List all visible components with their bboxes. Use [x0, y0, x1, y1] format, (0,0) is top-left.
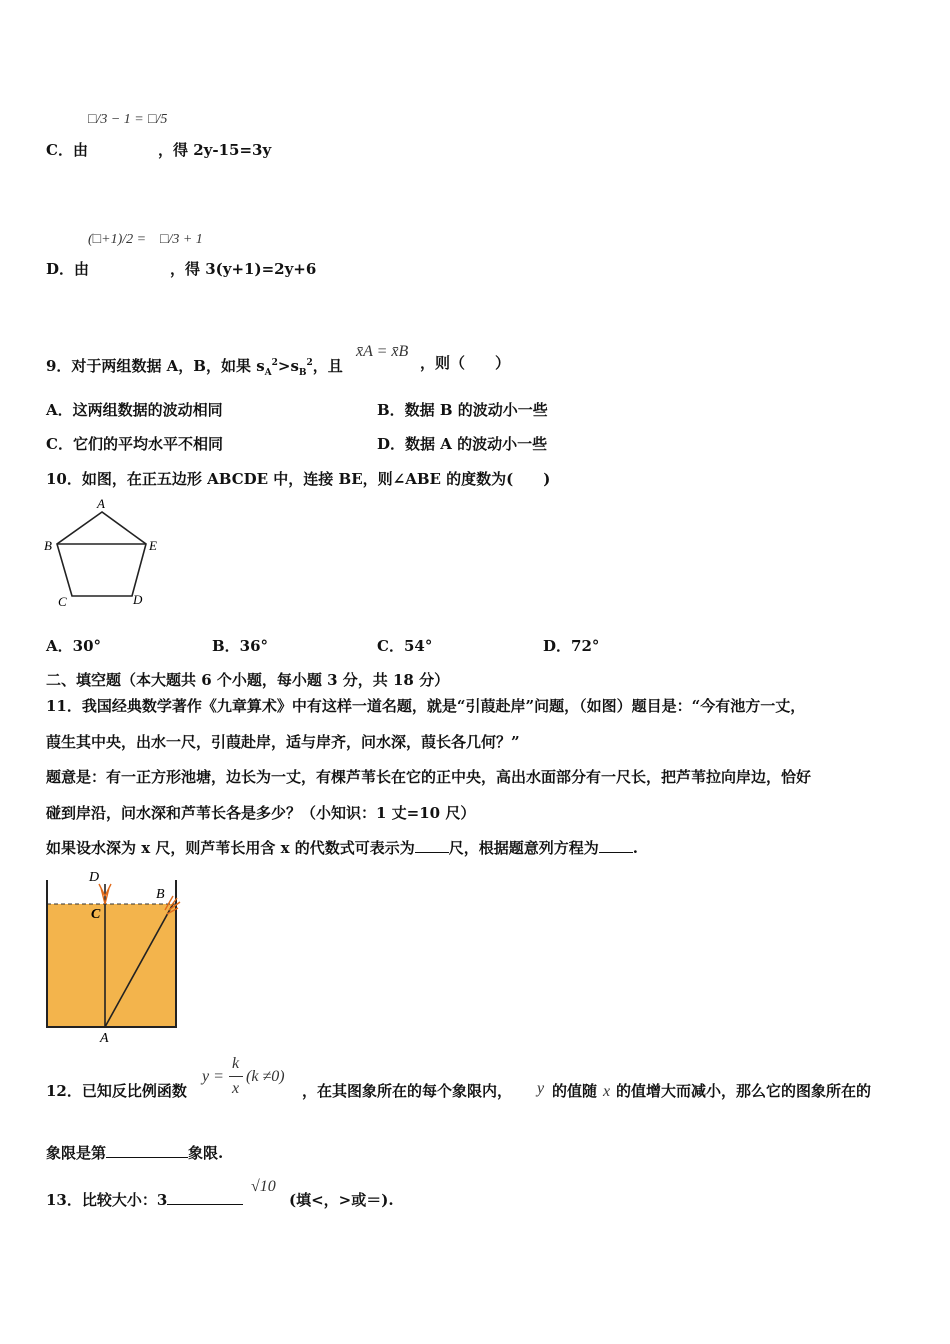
q11-line-2: 葭生其中央，出水一尺，引葭赴岸，适与岸齐，问水深，葭长各几何？” [46, 733, 520, 751]
q9-stem-text: 9．对于两组数据 A，B，如果 s [46, 357, 265, 375]
q12-line-2-b: 象限. [188, 1144, 224, 1162]
option-c-label: C．由 [46, 141, 88, 159]
q12-part-2: ，在其图象所在的每个象限内， [302, 1082, 513, 1100]
q10-choice-a[interactable]: A．30° [46, 637, 102, 655]
q9-gt: >s [277, 357, 299, 375]
q10-choice-c[interactable]: C．54° [377, 637, 433, 655]
option-d-equation-right: □/3 + 1 [160, 232, 203, 247]
q12-var-y: y [537, 1080, 545, 1097]
q13-part-2: (填<，>或＝). [289, 1191, 394, 1209]
option-d-equation-left: (□+1)/2 = [88, 232, 147, 247]
fig-label-b: B [156, 887, 165, 902]
pentagon-label-e: E [149, 538, 157, 553]
option-c-equation-right: □/5 [148, 112, 168, 127]
q11-line-5-b: 尺，根据题意列方程为 [448, 839, 599, 857]
section-2-title: 二、填空题（本大题共 6 个小题，每小题 3 分，共 18 分） [46, 671, 450, 689]
option-d-label: D．由 [46, 260, 90, 278]
q12-formula-x: x [232, 1080, 240, 1097]
q11-line-1: 11．我国经典数学著作《九章算术》中有这样一道名题，就是“引葭赴岸”问题，（如图）题目是：“今有池方一丈， [46, 697, 806, 715]
q11-line-5 [46, 838, 638, 858]
q9-choice-a[interactable]: A．这两组数据的波动相同 [46, 401, 223, 419]
q13-blank[interactable] [167, 1190, 243, 1205]
q12-part-3: 的值随 [552, 1082, 598, 1100]
q11-line-4: 碰到岸沿，问水深和芦苇长各是多少？（小知识：1 丈=10 尺） [46, 804, 476, 822]
pentagon-figure [40, 496, 170, 614]
q9-sup-b: 2 [306, 358, 313, 368]
q10-choice-b[interactable]: B．36° [212, 637, 269, 655]
q9-tail: ，则（ ） [420, 354, 511, 372]
q9-choice-b[interactable]: B．数据 B 的波动小一些 [377, 401, 548, 419]
option-d-result: ，得 3(y+1)=2y+6 [170, 260, 317, 278]
q11-blank-1[interactable] [415, 838, 449, 853]
q12-var-x: x [603, 1083, 611, 1100]
option-c-equation-left: □/3 − 1 = [88, 112, 144, 127]
q11-line-5-c: . [632, 839, 639, 857]
q12-line-2 [46, 1143, 223, 1163]
q12-line-2-a: 象限是第 [46, 1144, 107, 1162]
fig-label-a: A [100, 1031, 109, 1044]
q9-stem [46, 353, 343, 383]
q11-blank-2[interactable] [599, 838, 633, 853]
pond-water [47, 904, 176, 1027]
q12-fraction-bar [229, 1076, 243, 1077]
pentagon-label-d: D [133, 592, 143, 607]
fig-label-c: C [91, 907, 101, 922]
q12-formula-y: y = [202, 1068, 224, 1085]
q10-stem: 10．如图，在正五边形 ABCDE 中，连接 BE，则∠ABE 的度数为( ) [46, 470, 551, 488]
q12-part-4: 的值增大而减小，那么它的图象所在的 [616, 1082, 872, 1100]
q10-choice-d[interactable]: D．72° [543, 637, 600, 655]
q13-line [46, 1190, 243, 1210]
q9-sub-b: B [298, 368, 307, 378]
q13-sqrt-10: √10 [251, 1178, 276, 1195]
q13-part-1: 13．比较大小：3 [46, 1191, 168, 1209]
pentagon-label-c: C [58, 594, 67, 609]
q9-sub-a: A [264, 368, 272, 378]
q9-sup-a: 2 [271, 358, 278, 368]
q9-choice-d[interactable]: D．数据 A 的波动小一些 [377, 435, 548, 453]
q9-choice-c[interactable]: C．它们的平均水平不相同 [46, 435, 223, 453]
option-c-result: ，得 2y-15=3y [158, 141, 272, 159]
pentagon-label-a: A [97, 496, 105, 511]
q9-and: ，且 [312, 357, 343, 375]
q12-part-1: 12．已知反比例函数 [46, 1082, 187, 1100]
fig-label-d: D [89, 870, 100, 885]
q12-blank[interactable] [106, 1143, 188, 1158]
q12-formula-condition: (k ≠0) [246, 1068, 285, 1085]
q12-formula-k: k [232, 1055, 240, 1072]
pentagon-shape [57, 512, 146, 596]
pentagon-label-b: B [44, 538, 52, 553]
q9-mean-formula: x̄A = x̄B [356, 343, 409, 360]
q11-line-5-a: 如果设水深为 x 尺，则芦苇长用含 x 的代数式可表示为 [46, 839, 415, 857]
q11-line-3: 题意是：有一正方形池塘，边长为一丈，有棵芦苇长在它的正中央，高出水面部分有一尺长，把芦苇拉向岸边，恰好 [46, 768, 812, 786]
reed-pond-figure [40, 866, 190, 1044]
